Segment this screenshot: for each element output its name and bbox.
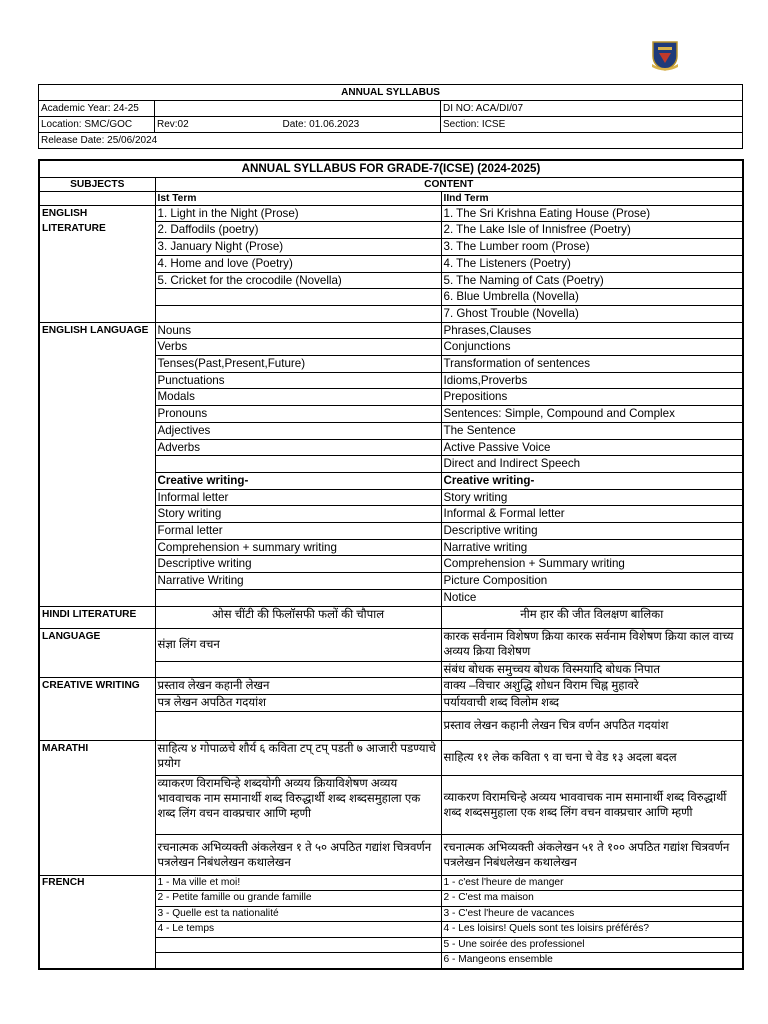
list-item (155, 589, 441, 606)
list-item: 3 - Quelle est ta nationalité (155, 906, 441, 922)
list-item: Descriptive writing (155, 556, 441, 573)
list-item: 1. The Sri Krishna Eating House (Prose) (441, 205, 743, 222)
creative-writing-heading: Creative writing- (155, 472, 441, 489)
list-item: Sentences: Simple, Compound and Complex (441, 406, 743, 423)
list-item: Conjunctions (441, 339, 743, 356)
list-item (155, 305, 441, 322)
list-item: 5. The Naming of Cats (Poetry) (441, 272, 743, 289)
list-item: Informal letter (155, 489, 441, 506)
list-item (155, 289, 441, 306)
list-item: 4 - Le temps (155, 922, 441, 938)
list-item: Phrases,Clauses (441, 322, 743, 339)
list-item: Adjectives (155, 422, 441, 439)
col-header-content: CONTENT (155, 177, 743, 191)
list-item: Story writing (441, 489, 743, 506)
list-item: Adverbs (155, 439, 441, 456)
creative-writing-heading: Creative writing- (441, 472, 743, 489)
location: Location: SMC/GOC (39, 117, 155, 133)
release-date: Release Date: 25/06/2024 (39, 133, 743, 149)
list-item: 5 - Une soirée des professionel (441, 937, 743, 953)
subject-french: FRENCH (39, 875, 155, 969)
list-item: प्रस्ताव लेखन कहानी लेखन चित्र वर्णन अपठित गदयांश (441, 711, 743, 740)
list-item: 4. Home and love (Poetry) (155, 255, 441, 272)
section: Section: ICSE (441, 117, 743, 133)
list-item: साहित्य ४ गोपाळचे शौर्य ६ कविता टप् टप् पडती ७ आजारी पडण्याचे प्रयोग (155, 740, 441, 775)
list-item: 3 - C'est l'heure de vacances (441, 906, 743, 922)
list-item: 2. Daffodils (poetry) (155, 222, 441, 239)
list-item: 5. Cricket for the crocodile (Novella) (155, 272, 441, 289)
list-item: Narrative writing (441, 539, 743, 556)
list-item: नीम हार की जीत विलक्षण बालिका (441, 606, 743, 628)
list-item: 1 - Ma ville et moi! (155, 875, 441, 891)
list-item: Informal & Formal letter (441, 506, 743, 523)
list-item: Transformation of sentences (441, 356, 743, 373)
list-item: 6 - Mangeons ensemble (441, 953, 743, 969)
list-item: Tenses(Past,Present,Future) (155, 356, 441, 373)
list-item: Formal letter (155, 523, 441, 540)
list-item: Idioms,Proverbs (441, 372, 743, 389)
list-item: संबंध बोधक समुच्चय बोधक विस्मयादि बोधक निपात (441, 661, 743, 678)
list-item: 7. Ghost Trouble (Novella) (441, 305, 743, 322)
list-item: वाक्य –विचार अशुद्धि शोधन विराम चिह्न मुहावरे (441, 678, 743, 695)
list-item: व्याकरण विरामचिन्हे शब्दयोगी अव्यय क्रियाविशेषण अव्यय भाववाचक नाम समानार्थी शब्द विरुद्धार्थी शब्द शब्दसमुहाला एक शब्द लिंग वचन वाक्प्रचार आणि म्हणी (155, 775, 441, 834)
revision: Rev:02 (155, 117, 281, 133)
list-item: Story writing (155, 506, 441, 523)
list-item: Comprehension + Summary writing (441, 556, 743, 573)
list-item: Nouns (155, 322, 441, 339)
subject-language: LANGUAGE (39, 628, 155, 678)
list-item: Descriptive writing (441, 523, 743, 540)
list-item: Active Passive Voice (441, 439, 743, 456)
list-item: 4. The Listeners (Poetry) (441, 255, 743, 272)
subject-marathi: MARATHI (39, 740, 155, 875)
list-item: 2 - Petite famille ou grande famille (155, 891, 441, 907)
header-title: ANNUAL SYLLABUS (39, 85, 743, 101)
list-item: रचनात्मक अभिव्यक्ती अंकलेखन ५१ ते १०० अपठित गद्यांश चित्रवर्णन पत्रलेखन निबंधलेखन कथालेखन (441, 834, 743, 875)
list-item: रचनात्मक अभिव्यक्ती अंकलेखन १ ते ५० अपठित गद्यांश चित्रवर्णन पत्रलेखन निबंधलेखन कथालेखन (155, 834, 441, 875)
list-item (155, 937, 441, 953)
school-crest-logo (650, 38, 680, 72)
col-header-term2: IInd Term (441, 191, 743, 205)
list-item: 1 - c'est l'heure de manger (441, 875, 743, 891)
list-item (155, 953, 441, 969)
col-header-term1: Ist Term (155, 191, 441, 205)
list-item: Punctuations (155, 372, 441, 389)
document-date: Date: 01.06.2023 (281, 117, 441, 133)
subject-english-language: ENGLISH LANGUAGE (39, 322, 155, 606)
list-item: Comprehension + summary writing (155, 539, 441, 556)
list-item: 3. The Lumber room (Prose) (441, 239, 743, 256)
list-item: साहित्य ११ लेक कविता ९ वा चना चे वेड १३ अदला बदल (441, 740, 743, 775)
col-header-subjects: SUBJECTS (39, 177, 155, 191)
list-item: पर्यायवाची शब्द विलोम शब्द (441, 694, 743, 711)
list-item: The Sentence (441, 422, 743, 439)
list-item: पत्र लेखन अपठित गदयांश (155, 694, 441, 711)
academic-year: Academic Year: 24-25 (39, 101, 155, 117)
syllabus-title: ANNUAL SYLLABUS FOR GRADE-7(ICSE) (2024-2025) (39, 160, 743, 177)
document-header-table (38, 84, 743, 149)
list-item: Notice (441, 589, 743, 606)
list-item (155, 456, 441, 473)
list-item: संज्ञा लिंग वचन (155, 628, 441, 661)
list-item: Pronouns (155, 406, 441, 423)
list-item: 6. Blue Umbrella (Novella) (441, 289, 743, 306)
list-item: व्याकरण विरामचिन्हे अव्यय भाववाचक नाम समानार्थी शब्द विरुद्धार्थी शब्द शब्दसमुहाला एक शब्द लिंग वचन वाक्प्रचार आणि म्हणी (441, 775, 743, 834)
subject-hindi-literature: HINDI LITERATURE (39, 606, 155, 628)
list-item: कारक सर्वनाम विशेषण क्रिया कारक सर्वनाम विशेषण क्रिया काल वाच्य अव्यय क्रिया विशेषण (441, 628, 743, 661)
list-item: Direct and Indirect Speech (441, 456, 743, 473)
list-item: ओस चींटी की फिलॉसफी फलों की चौपाल (155, 606, 441, 628)
di-number: DI NO: ACA/DI/07 (441, 101, 743, 117)
list-item: प्रस्ताव लेखन कहानी लेखन (155, 678, 441, 695)
list-item: Narrative Writing (155, 573, 441, 590)
list-item: 3. January Night (Prose) (155, 239, 441, 256)
subject-creative-writing: CREATIVE WRITING (39, 678, 155, 740)
list-item: 1. Light in the Night (Prose) (155, 205, 441, 222)
list-item: Picture Composition (441, 573, 743, 590)
list-item: 2. The Lake Isle of Innisfree (Poetry) (441, 222, 743, 239)
list-item: Verbs (155, 339, 441, 356)
list-item: 4 - Les loisirs! Quels sont tes loisirs préférés? (441, 922, 743, 938)
list-item: 2 - C'est ma maison (441, 891, 743, 907)
list-item: Modals (155, 389, 441, 406)
list-item: Prepositions (441, 389, 743, 406)
subject-english-literature: ENGLISH LITERATURE (39, 205, 155, 322)
syllabus-table (38, 159, 744, 970)
